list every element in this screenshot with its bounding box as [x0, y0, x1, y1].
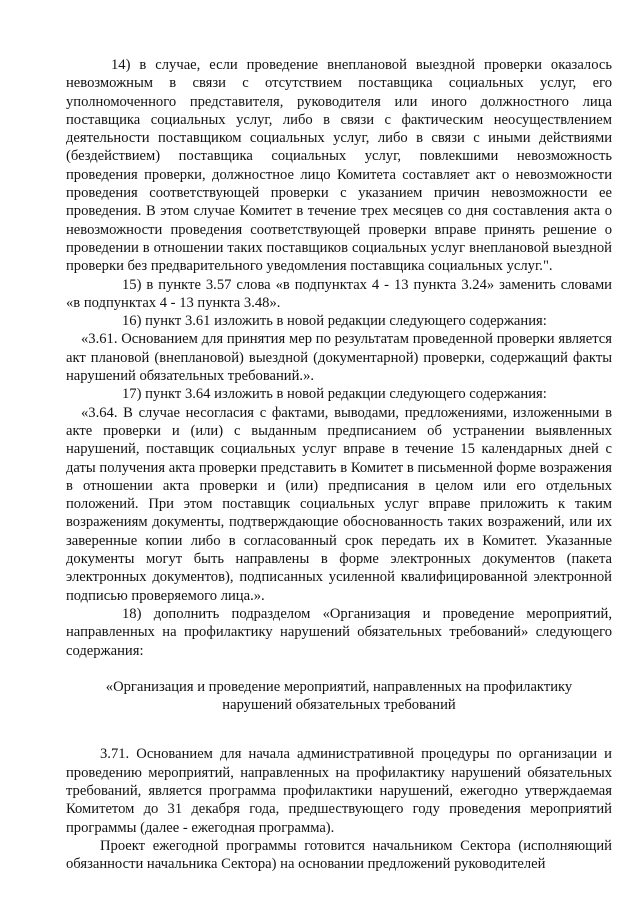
- paragraph-item-18: 18) дополнить подразделом «Организация и проведение мероприятий, направленных на профилактику нарушений обязательных требований» следующего содержания:: [66, 605, 612, 659]
- paragraph-program-draft: Проект ежегодной программы готовится начальником Сектора (исполняющий обязанности начальника Сектора) на основании предложений руководителей: [66, 837, 612, 873]
- subsection-heading: «Организация и проведение мероприятий, направленных на профилактику нарушений обязательных требований: [105, 678, 573, 714]
- paragraph-item-16: 16) пункт 3.61 изложить в новой редакции следующего содержания:: [122, 313, 547, 330]
- paragraph-item-14: 14) в случае, если проведение внеплановой выездной проверки оказалось невозможным в связи с отсутствием поставщика социальных услуг, его уполномоченного представителя, руководителя или иного должностного лица поставщика социальных услуг, либо в связи с фактическим неосуществлением деятельности поставщиком социальных услуг, либо в связи с иными действиями (бездействием) поставщика социальных услуг, повлекшими невозможность проведения проверки, должностное лицо Комитета составляет акт о невозможности проведения соответствующей проверки с указанием причин невозможности ее проведения. В этом случае Комитет в течение трех месяцев со дня составления акта о невозможности проведения соответствующей проверки вправе принять решение о проведении в отношении таких поставщиков социальных услуг внеплановой выездной проверки без предварительного уведомления поставщика социальных услуг.".: [66, 57, 612, 275]
- paragraph-item-15: 15) в пункте 3.57 слова «в подпунктах 4 - 13 пункта 3.24» заменить словами «в подпунктах 4 - 13 пункта 3.48».: [66, 276, 612, 311]
- paragraph-3-64: «3.64. В случае несогласия с фактами, выводами, предложениями, изложенными в акте проверки и (или) с выданным предписанием об устранении выявленных нарушений, поставщик социальных услуг вправе в течение 15 календарных дней с даты получения акта проверки представить в Комитет в письменной форме возражения в отношении акта проверки и (или) предписания в целом или его отдельных положений. При этом поставщик социальных услуг вправе приложить к таким возражениям документы, подтверждающие обоснованность таких возражений, или их заверенные копии либо в согласованный срок передать их в Комитет. Указанные документы могут быть направлены в форме электронных документов (пакета электронных документов), подписанных усиленной квалифицированной электронной подписью проверяемого лица.».: [66, 404, 612, 604]
- paragraph-3-71: 3.71. Основанием для начала административной процедуры по организации и проведению мероприятий, направленных на профилактику нарушений обязательных требований, является программа профилактики нарушений, ежегодно утверждаемая Комитетом до 31 декабря года, предшествующего году проведения мероприятий программы (далее - ежегодная программа).: [66, 746, 612, 836]
- spacer: [66, 714, 612, 745]
- paragraph-item-17: 17) пункт 3.64 изложить в новой редакции следующего содержания:: [122, 386, 547, 403]
- paragraph-3-61: «3.61. Основанием для принятия мер по результатам проведенной проверки является акт плановой (внеплановой) выездной (документарной) проверки, содержащий факты нарушений обязательных требований.».: [66, 331, 612, 385]
- document-page: [66, 56, 612, 873]
